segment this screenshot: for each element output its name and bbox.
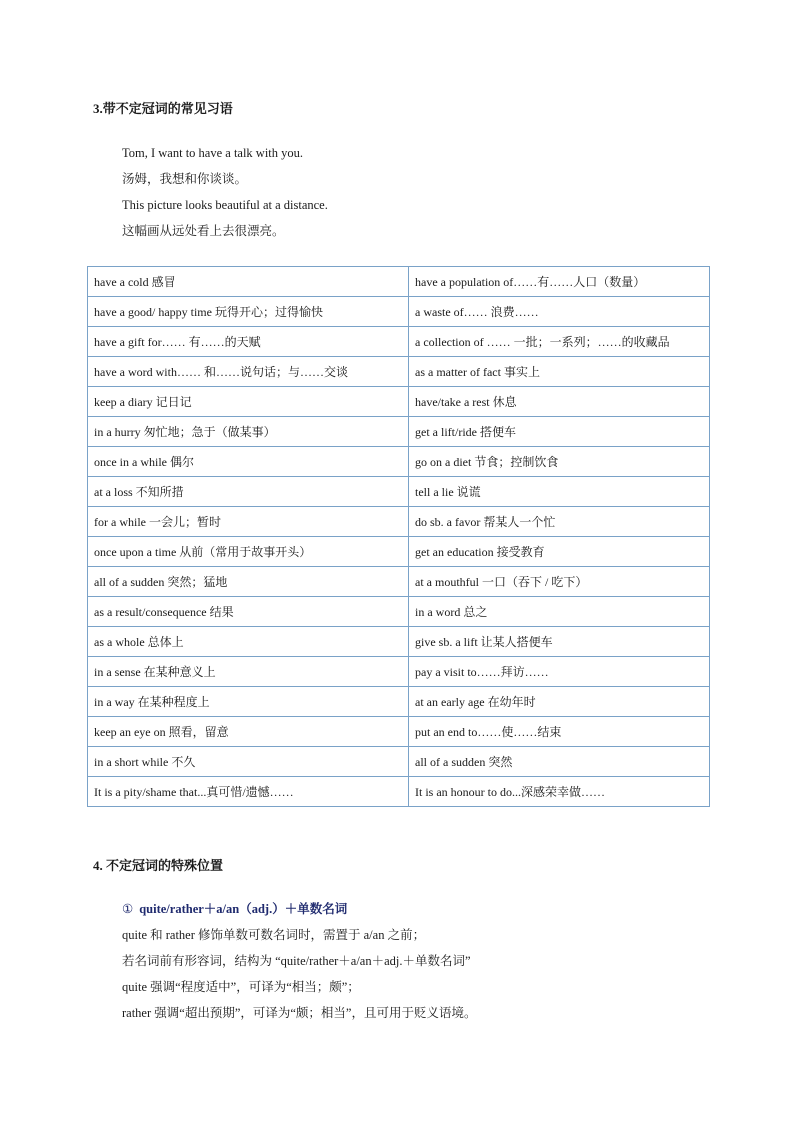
idiom-cell-right: have/take a rest 休息 xyxy=(409,387,710,417)
idiom-cell-right: get an education 接受教育 xyxy=(409,537,710,567)
table-row xyxy=(88,657,710,687)
idiom-cell-right: all of a sudden 突然 xyxy=(409,747,710,777)
table-row xyxy=(88,357,710,387)
idiom-cell-left: have a good/ happy time 玩得开心；过得愉快 xyxy=(88,297,409,327)
idiom-cell-left: at a loss 不知所措 xyxy=(88,477,409,507)
table-row xyxy=(88,267,710,297)
rule-line-1: quite 和 rather 修饰单数可数名词时，需置于 a/an 之前； xyxy=(122,928,426,942)
idiom-cell-left: for a while 一会儿；暂时 xyxy=(88,507,409,537)
example-sentence-en-2: This picture looks beautiful at a distance. xyxy=(122,198,328,212)
table-row xyxy=(88,597,710,627)
table-row xyxy=(88,297,710,327)
table-row xyxy=(88,627,710,657)
table-row xyxy=(88,537,710,567)
idiom-cell-left: have a word with…… 和……说句话；与……交谈 xyxy=(88,357,409,387)
idiom-cell-right: have a population of……有……人口（数量） xyxy=(409,267,710,297)
table-row xyxy=(88,327,710,357)
rule-line-4: rather 强调“超出预期”，可译为“颇；相当”，且可用于贬义语境。 xyxy=(122,1006,477,1020)
idiom-cell-left: in a sense 在某种意义上 xyxy=(88,657,409,687)
idiom-cell-right: in a word 总之 xyxy=(409,597,710,627)
table-row xyxy=(88,417,710,447)
idioms-table xyxy=(87,266,710,807)
table-row xyxy=(88,687,710,717)
idiom-cell-left: in a hurry 匆忙地；急于（做某事） xyxy=(88,417,409,447)
idiom-cell-right: at a mouthful 一口（吞下 / 吃下） xyxy=(409,567,710,597)
example-sentence-zh-2: 这幅画从远处看上去很漂亮。 xyxy=(122,224,285,238)
section-4-content xyxy=(122,896,722,1026)
idiom-cell-right: as a matter of fact 事实上 xyxy=(409,357,710,387)
idiom-cell-left: keep an eye on 照看，留意 xyxy=(88,717,409,747)
idiom-cell-right: a collection of …… 一批；一系列；……的收藏品 xyxy=(409,327,710,357)
rule-line-2: 若名词前有形容词，结构为 “quite/rather＋a/an＋adj.＋单数名词” xyxy=(122,954,471,968)
circled-number-marker: ① xyxy=(122,902,134,916)
idioms-table-body xyxy=(88,267,710,807)
idiom-cell-left: in a short while 不久 xyxy=(88,747,409,777)
table-row xyxy=(88,747,710,777)
table-row xyxy=(88,447,710,477)
idiom-cell-right: It is an honour to do...深感荣幸做…… xyxy=(409,777,710,807)
idiom-cell-right: give sb. a lift 让某人搭便车 xyxy=(409,627,710,657)
idiom-cell-right: tell a lie 说谎 xyxy=(409,477,710,507)
section-3-examples xyxy=(122,140,722,244)
section-4-heading: 4. 不定冠词的特殊位置 xyxy=(93,858,224,873)
idiom-cell-left: It is a pity/shame that...真可惜/遗憾…… xyxy=(88,777,409,807)
table-row xyxy=(88,717,710,747)
table-row xyxy=(88,507,710,537)
rule-line-3: quite 强调“程度适中”，可译为“相当；颇”； xyxy=(122,980,360,994)
idiom-cell-right: get a lift/ride 搭便车 xyxy=(409,417,710,447)
idiom-cell-left: in a way 在某种程度上 xyxy=(88,687,409,717)
idiom-cell-left: have a cold 感冒 xyxy=(88,267,409,297)
example-sentence-en-1: Tom, I want to have a talk with you. xyxy=(122,146,304,160)
section-3-heading: 3.带不定冠词的常见习语 xyxy=(93,101,233,116)
idiom-cell-left: once upon a time 从前（常用于故事开头） xyxy=(88,537,409,567)
table-row xyxy=(88,567,710,597)
table-row xyxy=(88,387,710,417)
table-row xyxy=(88,777,710,807)
example-sentence-zh-1: 汤姆，我想和你谈谈。 xyxy=(122,172,248,186)
idiom-cell-right: do sb. a favor 帮某人一个忙 xyxy=(409,507,710,537)
idiom-cell-left: keep a diary 记日记 xyxy=(88,387,409,417)
idiom-cell-left: all of a sudden 突然；猛地 xyxy=(88,567,409,597)
subsection-title xyxy=(122,896,722,922)
table-row xyxy=(88,477,710,507)
idiom-cell-right: put an end to……使……结束 xyxy=(409,717,710,747)
subsection-title-text: quite/rather＋a/an（adj.）＋单数名词 xyxy=(139,902,348,916)
idiom-cell-left: as a whole 总体上 xyxy=(88,627,409,657)
idiom-cell-left: once in a while 偶尔 xyxy=(88,447,409,477)
idiom-cell-left: as a result/consequence 结果 xyxy=(88,597,409,627)
idiom-cell-right: pay a visit to……拜访…… xyxy=(409,657,710,687)
idiom-cell-left: have a gift for…… 有……的天赋 xyxy=(88,327,409,357)
idiom-cell-right: at an early age 在幼年时 xyxy=(409,687,710,717)
idiom-cell-right: a waste of…… 浪费…… xyxy=(409,297,710,327)
idiom-cell-right: go on a diet 节食；控制饮食 xyxy=(409,447,710,477)
